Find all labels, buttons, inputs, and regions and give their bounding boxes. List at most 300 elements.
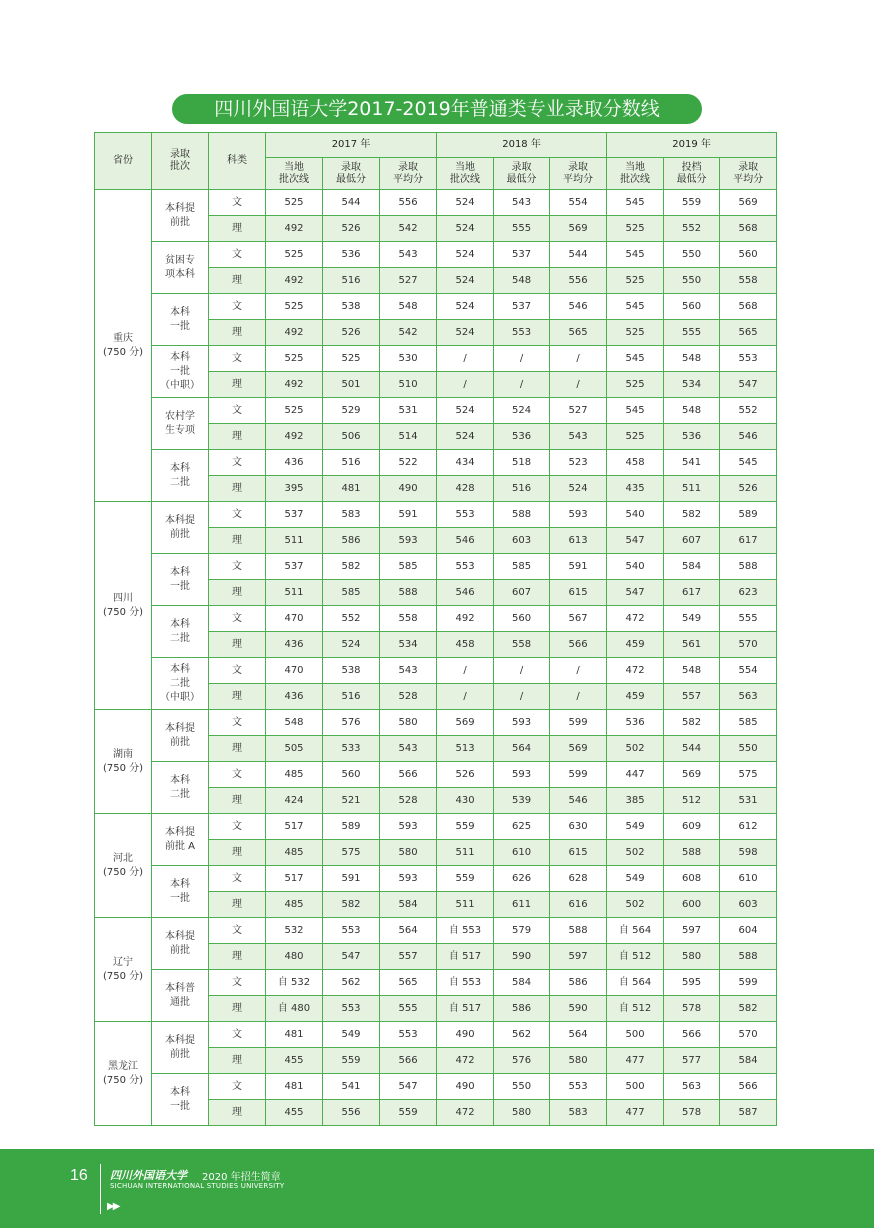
score-cell: 595 [664, 970, 720, 996]
subject-cell: 理 [209, 476, 266, 502]
score-cell: 582 [664, 710, 720, 736]
score-cell: / [437, 346, 494, 372]
score-cell: 583 [323, 502, 380, 528]
score-cell: 548 [266, 710, 323, 736]
batch-cell: 农村学 生专项 [152, 398, 209, 450]
score-cell: 543 [380, 658, 437, 684]
score-cell: 534 [664, 372, 720, 398]
score-cell: 593 [494, 762, 550, 788]
footer-band [0, 1149, 874, 1228]
score-cell: 546 [720, 424, 777, 450]
score-cell: 524 [437, 268, 494, 294]
score-cell: 513 [437, 736, 494, 762]
score-cell: 564 [494, 736, 550, 762]
subject-cell: 理 [209, 268, 266, 294]
score-cell: 自 480 [266, 996, 323, 1022]
subject-cell: 文 [209, 970, 266, 996]
province-cell: 四川 (750 分) [95, 502, 152, 710]
score-cell: 582 [323, 892, 380, 918]
score-cell: 526 [720, 476, 777, 502]
score-cell: 579 [494, 918, 550, 944]
score-cell: 502 [607, 736, 664, 762]
table-row [95, 710, 777, 736]
score-cell: 556 [550, 268, 607, 294]
score-cell: 599 [550, 710, 607, 736]
subject-cell: 文 [209, 242, 266, 268]
score-cell: 自 553 [437, 918, 494, 944]
score-cell: 545 [607, 398, 664, 424]
score-cell: 563 [664, 1074, 720, 1100]
score-cell: 576 [323, 710, 380, 736]
score-cell: 485 [266, 892, 323, 918]
score-cell: 603 [494, 528, 550, 554]
score-cell: 532 [266, 918, 323, 944]
score-cell: 585 [494, 554, 550, 580]
score-cell: 590 [494, 944, 550, 970]
score-cell: 553 [437, 502, 494, 528]
score-cell: 569 [550, 736, 607, 762]
score-cell: 626 [494, 866, 550, 892]
header-year-2018: 2018 年 [437, 133, 607, 158]
score-cell: 558 [494, 632, 550, 658]
score-cell: 436 [266, 632, 323, 658]
score-cell: 428 [437, 476, 494, 502]
score-cell: / [550, 684, 607, 710]
score-cell: 511 [437, 892, 494, 918]
score-cell: / [550, 658, 607, 684]
score-cell: 540 [607, 554, 664, 580]
batch-cell: 本科 一批 （中职） [152, 346, 209, 398]
score-cell: 385 [607, 788, 664, 814]
score-cell: 472 [607, 606, 664, 632]
score-cell: 610 [720, 866, 777, 892]
score-cell: 548 [664, 346, 720, 372]
subject-cell: 理 [209, 372, 266, 398]
score-cell: 545 [720, 450, 777, 476]
score-cell: 524 [437, 424, 494, 450]
score-cell: 560 [664, 294, 720, 320]
score-cell: 528 [380, 684, 437, 710]
score-cell: 603 [720, 892, 777, 918]
batch-cell: 贫困专 项本科 [152, 242, 209, 294]
score-cell: 485 [266, 762, 323, 788]
score-cell: 611 [494, 892, 550, 918]
table-row [95, 450, 777, 476]
score-cell: 492 [266, 372, 323, 398]
score-cell: 549 [323, 1022, 380, 1048]
score-cell: 500 [607, 1074, 664, 1100]
batch-cell: 本科 二批 [152, 762, 209, 814]
score-cell: 575 [720, 762, 777, 788]
score-cell: / [494, 372, 550, 398]
next-arrows-icon: ▶▶ [107, 1201, 119, 1212]
score-cell: 569 [664, 762, 720, 788]
subject-cell: 理 [209, 788, 266, 814]
score-cell: 525 [607, 372, 664, 398]
score-cell: 527 [550, 398, 607, 424]
score-cell: 563 [720, 684, 777, 710]
header-subject: 科类 [209, 133, 266, 190]
subject-cell: 理 [209, 944, 266, 970]
header-2017-col-0: 当地 批次线 [266, 158, 323, 190]
score-cell: 567 [550, 606, 607, 632]
score-cell: 591 [550, 554, 607, 580]
score-cell: 自 564 [607, 970, 664, 996]
score-cell: 536 [607, 710, 664, 736]
batch-cell: 本科提 前批 [152, 502, 209, 554]
score-cell: 580 [550, 1048, 607, 1074]
score-cell: 589 [323, 814, 380, 840]
score-cell: 490 [437, 1022, 494, 1048]
score-cell: 545 [607, 242, 664, 268]
score-cell: 459 [607, 684, 664, 710]
header-2019-col-2: 录取 平均分 [720, 158, 777, 190]
score-cell: 526 [437, 762, 494, 788]
score-cell: / [494, 346, 550, 372]
subject-cell: 理 [209, 580, 266, 606]
score-cell: 524 [437, 242, 494, 268]
subject-cell: 文 [209, 398, 266, 424]
score-cell: 584 [494, 970, 550, 996]
score-cell: 505 [266, 736, 323, 762]
score-cell: 458 [437, 632, 494, 658]
province-cell: 黑龙江 (750 分) [95, 1022, 152, 1126]
page-title: 四川外国语大学2017-2019年普通类专业录取分数线 [172, 94, 702, 124]
score-cell: 591 [323, 866, 380, 892]
score-cell: 553 [380, 1022, 437, 1048]
score-cell: 576 [494, 1048, 550, 1074]
table-row [95, 658, 777, 684]
score-cell: / [550, 346, 607, 372]
score-cell: 578 [664, 996, 720, 1022]
score-cell: 395 [266, 476, 323, 502]
score-cell: 自 512 [607, 944, 664, 970]
score-cell: 553 [323, 996, 380, 1022]
score-cell: 548 [664, 658, 720, 684]
score-cell: 569 [550, 216, 607, 242]
score-cell: 617 [664, 580, 720, 606]
score-cell: 517 [266, 814, 323, 840]
score-cell: 537 [266, 502, 323, 528]
score-cell: / [494, 684, 550, 710]
score-cell: 547 [380, 1074, 437, 1100]
score-cell: 524 [437, 398, 494, 424]
score-cell: 569 [437, 710, 494, 736]
subject-cell: 文 [209, 866, 266, 892]
score-cell: 580 [664, 944, 720, 970]
score-cell: 545 [607, 346, 664, 372]
score-cell: 577 [664, 1048, 720, 1074]
score-cell: 536 [323, 242, 380, 268]
score-cell: 455 [266, 1100, 323, 1126]
score-cell: 526 [323, 320, 380, 346]
score-cell: 492 [437, 606, 494, 632]
score-cell: 自 512 [607, 996, 664, 1022]
score-cell: 477 [607, 1048, 664, 1074]
batch-cell: 本科提 前批 [152, 190, 209, 242]
score-cell: 481 [323, 476, 380, 502]
subject-cell: 理 [209, 996, 266, 1022]
subject-cell: 文 [209, 294, 266, 320]
score-cell: 550 [494, 1074, 550, 1100]
score-cell: 514 [380, 424, 437, 450]
score-cell: 545 [607, 190, 664, 216]
score-cell: 568 [720, 216, 777, 242]
score-cell: 597 [664, 918, 720, 944]
header-province: 省份 [95, 133, 152, 190]
score-cell: 584 [664, 554, 720, 580]
score-cell: 608 [664, 866, 720, 892]
score-cell: 492 [266, 216, 323, 242]
score-cell: 552 [720, 398, 777, 424]
score-cell: 556 [323, 1100, 380, 1126]
footer-divider [100, 1164, 101, 1214]
score-cell: 560 [720, 242, 777, 268]
score-cell: 593 [550, 502, 607, 528]
score-cell: 555 [720, 606, 777, 632]
table-row [95, 814, 777, 840]
score-cell: 599 [720, 970, 777, 996]
score-cell: 435 [607, 476, 664, 502]
score-cell: 501 [323, 372, 380, 398]
score-cell: 580 [380, 840, 437, 866]
score-cell: 554 [720, 658, 777, 684]
score-cell: 586 [494, 996, 550, 1022]
score-cell: 472 [437, 1048, 494, 1074]
score-cell: 609 [664, 814, 720, 840]
score-cell: 561 [664, 632, 720, 658]
score-cell: 557 [664, 684, 720, 710]
score-cell: / [437, 658, 494, 684]
subject-cell: 理 [209, 632, 266, 658]
score-cell: 自 517 [437, 996, 494, 1022]
batch-cell: 本科提 前批 A [152, 814, 209, 866]
score-cell: 424 [266, 788, 323, 814]
score-cell: 586 [323, 528, 380, 554]
score-cell: 566 [380, 1048, 437, 1074]
score-cell: 580 [494, 1100, 550, 1126]
subject-cell: 理 [209, 424, 266, 450]
subject-cell: 文 [209, 450, 266, 476]
header-2017-col-1: 录取 最低分 [323, 158, 380, 190]
score-cell: 516 [323, 450, 380, 476]
score-cell: 510 [380, 372, 437, 398]
score-cell: 525 [266, 294, 323, 320]
score-cell: 616 [550, 892, 607, 918]
score-cell: 472 [607, 658, 664, 684]
score-cell: 552 [664, 216, 720, 242]
score-cell: 544 [550, 242, 607, 268]
score-cell: 540 [607, 502, 664, 528]
subject-cell: 文 [209, 606, 266, 632]
score-cell: / [550, 372, 607, 398]
score-cell: 523 [550, 450, 607, 476]
score-cell: 617 [720, 528, 777, 554]
score-cell: 511 [266, 580, 323, 606]
score-cell: 524 [437, 320, 494, 346]
score-cell: 565 [550, 320, 607, 346]
score-cell: 542 [380, 320, 437, 346]
score-cell: 588 [720, 944, 777, 970]
table-row [95, 1074, 777, 1100]
province-cell: 湖南 (750 分) [95, 710, 152, 814]
score-cell: 565 [720, 320, 777, 346]
score-cell: 525 [266, 398, 323, 424]
score-cell: 584 [380, 892, 437, 918]
score-cell: 585 [380, 554, 437, 580]
score-cell: 492 [266, 320, 323, 346]
table-row [95, 866, 777, 892]
score-cell: 555 [494, 216, 550, 242]
score-cell: 470 [266, 658, 323, 684]
province-cell: 辽宁 (750 分) [95, 918, 152, 1022]
score-cell: 534 [380, 632, 437, 658]
score-cell: 599 [550, 762, 607, 788]
score-cell: 543 [380, 242, 437, 268]
score-cell: 590 [550, 996, 607, 1022]
score-cell: 521 [323, 788, 380, 814]
header-2019-col-1: 投档 最低分 [664, 158, 720, 190]
score-cell: 516 [494, 476, 550, 502]
score-cell: 585 [323, 580, 380, 606]
score-cell: 559 [437, 814, 494, 840]
table-row [95, 502, 777, 528]
score-cell: 553 [437, 554, 494, 580]
score-cell: 588 [664, 840, 720, 866]
score-cell: 559 [437, 866, 494, 892]
score-cell: 537 [494, 294, 550, 320]
score-cell: 490 [380, 476, 437, 502]
score-cell: 522 [380, 450, 437, 476]
score-cell: 541 [664, 450, 720, 476]
score-cell: 588 [720, 554, 777, 580]
score-cell: 533 [323, 736, 380, 762]
score-cell: 569 [720, 190, 777, 216]
score-cell: 546 [550, 294, 607, 320]
score-cell: 531 [720, 788, 777, 814]
score-cell: 582 [664, 502, 720, 528]
score-cell: 自 517 [437, 944, 494, 970]
score-cell: 518 [494, 450, 550, 476]
score-cell: 528 [380, 788, 437, 814]
batch-cell: 本科提 前批 [152, 918, 209, 970]
university-logo-text: 四川外国语大学 [110, 1169, 187, 1182]
page-number: 16 [70, 1167, 88, 1184]
score-cell: 511 [664, 476, 720, 502]
score-cell: 582 [720, 996, 777, 1022]
province-cell: 河北 (750 分) [95, 814, 152, 918]
score-cell: 547 [607, 580, 664, 606]
score-cell: 598 [720, 840, 777, 866]
score-cell: 560 [494, 606, 550, 632]
score-cell: 506 [323, 424, 380, 450]
table-row [95, 190, 777, 216]
subject-cell: 文 [209, 1022, 266, 1048]
score-cell: 458 [607, 450, 664, 476]
subject-cell: 理 [209, 1048, 266, 1074]
score-cell: 586 [550, 970, 607, 996]
score-cell: 543 [550, 424, 607, 450]
score-cell: 597 [550, 944, 607, 970]
score-cell: 568 [720, 294, 777, 320]
subject-cell: 文 [209, 658, 266, 684]
score-cell: 549 [607, 866, 664, 892]
score-cell: 566 [664, 1022, 720, 1048]
subject-cell: 理 [209, 320, 266, 346]
score-cell: 524 [437, 190, 494, 216]
score-cell: 565 [380, 970, 437, 996]
score-cell: 492 [266, 268, 323, 294]
score-cell: 546 [437, 580, 494, 606]
batch-cell: 本科提 前批 [152, 1022, 209, 1074]
score-cell: 580 [380, 710, 437, 736]
score-cell: / [437, 372, 494, 398]
score-cell: 480 [266, 944, 323, 970]
score-cell: 481 [266, 1022, 323, 1048]
score-cell: 547 [607, 528, 664, 554]
score-cell: 584 [720, 1048, 777, 1074]
score-cell: 578 [664, 1100, 720, 1126]
table-row [95, 918, 777, 944]
score-cell: 543 [494, 190, 550, 216]
score-cell: 517 [266, 866, 323, 892]
score-cell: 558 [720, 268, 777, 294]
score-cell: 455 [266, 1048, 323, 1074]
score-cell: 593 [494, 710, 550, 736]
batch-cell: 本科普 通批 [152, 970, 209, 1022]
score-cell: 自 532 [266, 970, 323, 996]
score-cell: 628 [550, 866, 607, 892]
batch-cell: 本科 二批 [152, 606, 209, 658]
score-cell: 593 [380, 814, 437, 840]
subject-cell: 文 [209, 554, 266, 580]
score-cell: 502 [607, 840, 664, 866]
batch-cell: 本科 一批 [152, 554, 209, 606]
score-cell: 558 [380, 606, 437, 632]
score-cell: 550 [664, 242, 720, 268]
score-cell: 547 [323, 944, 380, 970]
score-cell: 557 [380, 944, 437, 970]
batch-cell: 本科 一批 [152, 1074, 209, 1126]
score-cell: 546 [437, 528, 494, 554]
batch-cell: 本科 一批 [152, 866, 209, 918]
score-cell: 自 564 [607, 918, 664, 944]
score-cell: 516 [323, 684, 380, 710]
table-row [95, 762, 777, 788]
score-cell: 607 [494, 580, 550, 606]
score-cell: 525 [266, 190, 323, 216]
score-cell: 566 [720, 1074, 777, 1100]
score-cell: 562 [323, 970, 380, 996]
header-2017-col-2: 录取 平均分 [380, 158, 437, 190]
brochure-subtitle: 2020 年招生简章 [202, 1172, 281, 1183]
score-cell: 583 [550, 1100, 607, 1126]
score-cell: 615 [550, 840, 607, 866]
score-cell: 525 [266, 242, 323, 268]
subject-cell: 理 [209, 840, 266, 866]
score-cell: 490 [437, 1074, 494, 1100]
batch-cell: 本科提 前批 [152, 710, 209, 762]
score-cell: 536 [494, 424, 550, 450]
score-cell: 525 [607, 424, 664, 450]
score-cell: 537 [266, 554, 323, 580]
score-cell: 564 [550, 1022, 607, 1048]
score-cell: 559 [380, 1100, 437, 1126]
score-cell: 527 [380, 268, 437, 294]
batch-cell: 本科 一批 [152, 294, 209, 346]
score-cell: 610 [494, 840, 550, 866]
score-cell: 593 [380, 866, 437, 892]
